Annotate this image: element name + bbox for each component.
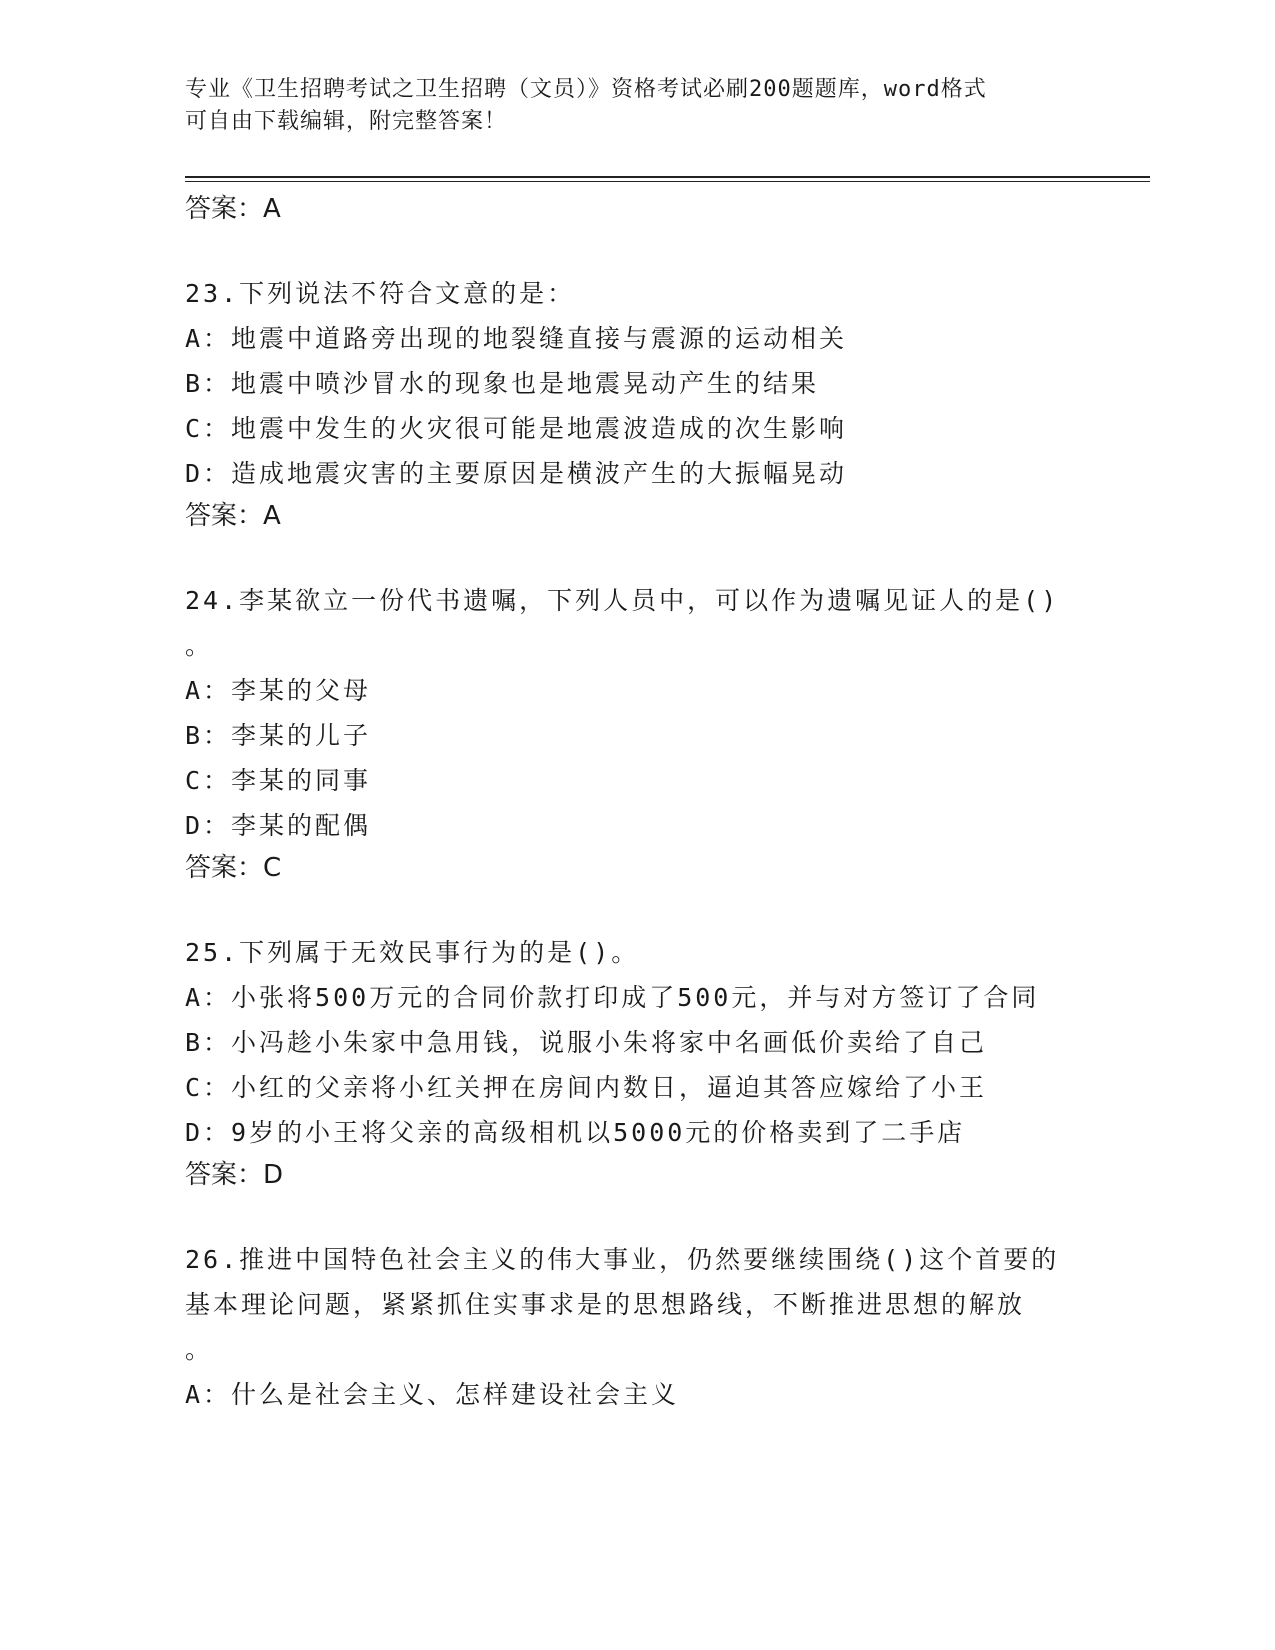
header-rule-thin [185, 181, 1150, 182]
question-block [185, 930, 1085, 1195]
page-header [185, 74, 1085, 138]
spacer [185, 536, 1085, 578]
question-stem: 26.推进中国特色社会主义的伟大事业，仍然要继续围绕()这个首要的 [185, 1245, 1060, 1274]
question-stem: 23.下列说法不符合文意的是： [185, 279, 576, 308]
spacer [185, 888, 1085, 930]
option-c: C：李某的同事 [185, 766, 372, 795]
option-c: C：地震中发生的火灾很可能是地震波造成的次生影响 [185, 414, 848, 443]
answer-line: 答案：A [185, 501, 281, 531]
question-stem-tail: 。 [185, 631, 211, 660]
question-block [185, 578, 1085, 888]
question-stem-line-2: 基本理论问题，紧紧抓住实事求是的思想路线，不断推进思想的解放 [185, 1290, 1026, 1319]
option-d: D：李某的配偶 [185, 811, 372, 840]
option-d: D：9岁的小王将父亲的高级相机以5000元的价格卖到了二手店 [185, 1118, 966, 1147]
question-block [185, 1237, 1085, 1417]
option-c: C：小红的父亲将小红关押在房间内数日，逼迫其答应嫁给了小王 [185, 1073, 988, 1102]
header-rule-thick [185, 176, 1150, 178]
header-line-1: 专业《卫生招聘考试之卫生招聘（文员）》资格考试必刷200题题库，word格式 [185, 77, 987, 102]
header-line-2: 可自由下载编辑，附完整答案！ [185, 109, 508, 134]
question-stem-tail: 。 [185, 1335, 211, 1364]
question-stem: 24.李某欲立一份代书遗嘱，下列人员中，可以作为遗嘱见证人的是() [185, 586, 1060, 615]
spacer [185, 229, 1085, 271]
question-list [185, 189, 1085, 1417]
option-a: A：小张将500万元的合同价款打印成了500元，并与对方签订了合同 [185, 983, 1040, 1012]
answer-line: 答案：C [185, 853, 282, 883]
answer-line: 答案：A [185, 194, 281, 224]
question-stem: 25.下列属于无效民事行为的是()。 [185, 938, 640, 967]
option-d: D：造成地震灾害的主要原因是横波产生的大振幅晃动 [185, 459, 848, 488]
option-b: B：小冯趁小朱家中急用钱，说服小朱将家中名画低价卖给了自己 [185, 1028, 988, 1057]
option-b: B：李某的儿子 [185, 721, 372, 750]
option-b: B：地震中喷沙冒水的现象也是地震晃动产生的结果 [185, 369, 820, 398]
option-a: A：什么是社会主义、怎样建设社会主义 [185, 1380, 680, 1409]
spacer [185, 1195, 1085, 1237]
question-block [185, 271, 1085, 536]
option-a: A：地震中道路旁出现的地裂缝直接与震源的运动相关 [185, 324, 848, 353]
option-a: A：李某的父母 [185, 676, 372, 705]
answer-line: 答案：D [185, 1160, 284, 1190]
